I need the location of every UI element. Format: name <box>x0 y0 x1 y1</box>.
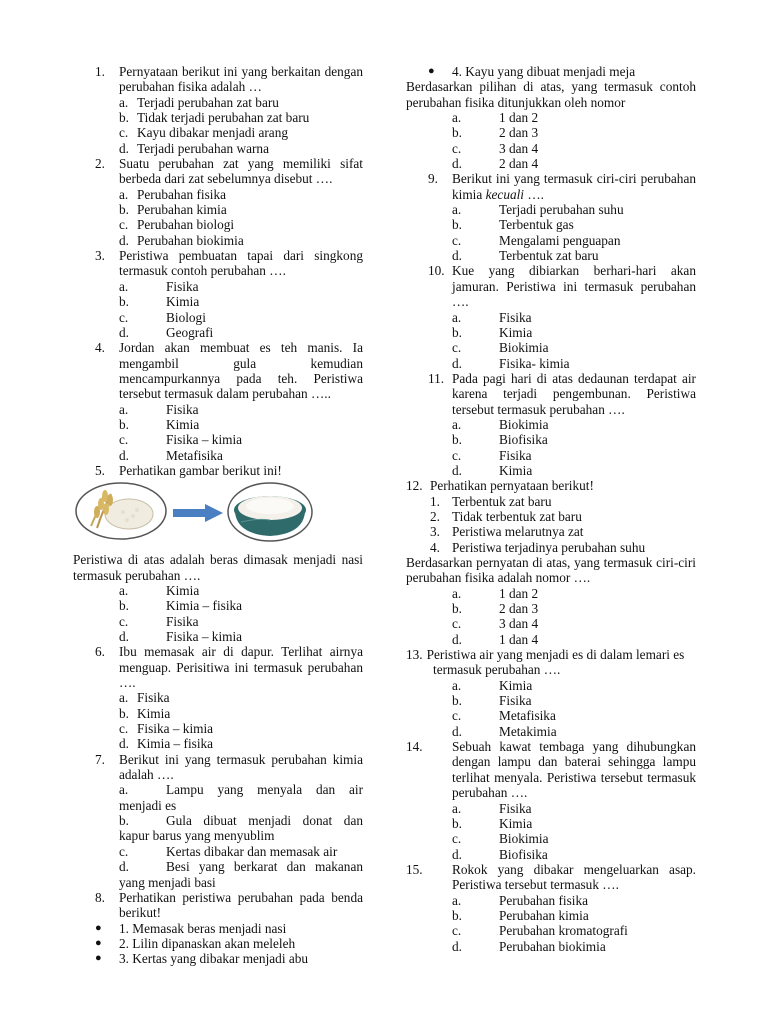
question-text: Peristiwa air yang menjadi es di dalam lemari es <box>426 647 685 663</box>
option-letter: c. <box>452 708 462 724</box>
option-letter: a. <box>452 110 462 126</box>
question-10 <box>406 263 696 309</box>
option-letter: a. <box>452 202 462 218</box>
option-letter: d. <box>119 629 129 644</box>
question-emphasis: kecuali <box>485 186 525 202</box>
option-letter: c. <box>119 432 129 448</box>
statement-item <box>406 509 696 524</box>
question-14 <box>406 739 696 800</box>
option-c[interactable] <box>73 217 363 232</box>
rice-cooking-figure <box>73 482 363 544</box>
question-text: Berikut ini yang termasuk perubahan kimia adalah …. <box>119 751 363 783</box>
option-text: Terbentuk zat baru <box>499 248 599 264</box>
question-text: Perhatikan peristiwa perubahan pada benda berikut! <box>119 889 363 921</box>
question-text-end: …. <box>524 186 544 202</box>
question-9 <box>406 171 696 202</box>
option-text: Biologi <box>166 309 206 325</box>
statement-item <box>406 540 696 555</box>
option-text: 1 dan 4 <box>499 631 539 647</box>
option-c[interactable] <box>406 448 696 463</box>
question-7 <box>73 752 363 783</box>
option-letter: c. <box>452 140 462 156</box>
option-text: Kimia <box>166 416 200 432</box>
option-b[interactable] <box>73 813 363 844</box>
option-letter: a. <box>452 892 462 908</box>
question-number: 9. <box>428 171 438 187</box>
option-letter: d. <box>119 447 129 463</box>
option-letter: b. <box>452 125 462 141</box>
option-letter: b. <box>119 416 129 432</box>
option-letter: b. <box>119 598 129 614</box>
option-d[interactable] <box>406 632 696 647</box>
option-text: Fisika <box>166 401 199 417</box>
option-letter: d. <box>452 462 462 478</box>
question-number: 1. <box>95 64 105 79</box>
question-11 <box>406 371 696 417</box>
option-text: Kimia <box>499 462 533 478</box>
statement-text: Peristiwa melarutnya zat <box>452 524 584 540</box>
statement-number: 2. <box>430 508 440 524</box>
option-letter: c. <box>452 447 462 463</box>
option-text: Biofisika <box>499 432 548 448</box>
question-text: Suatu perubahan zat yang memiliki sifat berbeda dari zat sebelumnya disebut …. <box>119 156 363 187</box>
option-letter: d. <box>119 232 129 248</box>
option-letter: a. <box>452 677 462 693</box>
option-letter: a. <box>452 416 462 432</box>
option-c[interactable] <box>406 708 696 723</box>
option-c[interactable] <box>406 831 696 846</box>
list-item-text: 2. Lilin dipanaskan akan meleleh <box>119 935 296 951</box>
option-text: Fisika – kimia <box>137 721 214 737</box>
question-text: Ibu memasak air di dapur. Terlihat airnya menguap. Perisitiwa ini termasuk perubahan …. <box>119 644 363 691</box>
right-arrow-icon <box>173 504 223 522</box>
question-number: 13. <box>406 647 423 663</box>
question-1 <box>73 64 363 95</box>
option-letter: d. <box>119 324 129 340</box>
option-letter: a. <box>119 690 129 706</box>
option-text: 2 dan 3 <box>499 601 539 617</box>
bullet-dot-icon: ● <box>95 936 102 949</box>
option-text: Perubahan kimia <box>499 907 589 923</box>
option-letter: b. <box>119 294 129 310</box>
option-letter: c. <box>452 923 462 939</box>
option-a[interactable] <box>73 690 363 705</box>
option-text: Perubahan fisika <box>499 892 588 908</box>
option-d[interactable] <box>406 939 696 954</box>
option-c[interactable] <box>406 340 696 355</box>
question-8 <box>73 890 363 921</box>
option-c[interactable] <box>406 141 696 156</box>
option-text: Metakimia <box>499 723 557 739</box>
question-4 <box>73 340 363 401</box>
option-letter: c. <box>452 616 462 632</box>
question-number: 15. <box>406 861 423 877</box>
option-c[interactable] <box>73 310 363 325</box>
option-letter: d. <box>452 938 462 954</box>
option-letter: c. <box>119 309 129 325</box>
option-letter: c. <box>119 125 129 141</box>
option-a[interactable] <box>406 110 696 125</box>
bullet-dot-icon: ● <box>428 65 435 77</box>
statement-text: Terbentuk zat baru <box>452 493 552 509</box>
option-text: Fisika <box>137 690 170 706</box>
question-number: 3. <box>95 248 105 264</box>
option-letter: a. <box>119 94 129 110</box>
list-item <box>73 951 363 966</box>
statement-item <box>406 494 696 509</box>
option-d[interactable] <box>73 736 363 751</box>
option-text: Perubahan fisika <box>137 186 226 202</box>
option-text: 2 dan 4 <box>499 156 539 172</box>
option-text: Kimia <box>166 582 200 598</box>
option-text: 1 dan 2 <box>499 585 539 601</box>
question-text: Rokok yang dibakar mengeluarkan asap. Peristiwa tersebut termasuk …. <box>452 861 696 893</box>
option-b[interactable] <box>73 706 363 721</box>
option-b[interactable] <box>73 110 363 125</box>
option-a[interactable] <box>406 893 696 908</box>
question-text: Pernyataan berikut ini yang berkaitan dengan perubahan fisika adalah … <box>119 64 363 95</box>
option-text: Kimia <box>499 677 533 693</box>
question-text: Jordan akan membuat es teh manis. Ia mengambil gula kemudian mencampurkannya pada teh. Peristiwa tersebut termasuk dalam perubahan ….. <box>119 340 363 402</box>
option-letter: a. <box>119 582 129 598</box>
option-b[interactable] <box>73 598 363 613</box>
option-a[interactable] <box>406 310 696 325</box>
option-c[interactable] <box>73 432 363 447</box>
option-a[interactable] <box>406 586 696 601</box>
option-d[interactable] <box>73 859 363 890</box>
option-a[interactable] <box>73 583 363 598</box>
option-a[interactable] <box>73 187 363 202</box>
option-text: Terbentuk gas <box>499 217 574 233</box>
statement-number: 1. <box>430 493 440 509</box>
question-2 <box>73 156 363 187</box>
option-text: Perubahan biokimia <box>499 938 606 954</box>
option-text: Tidak terjadi perubahan zat baru <box>137 110 310 126</box>
option-letter: a. <box>452 309 462 325</box>
option-letter: c. <box>119 217 129 233</box>
option-text: Lampu yang menyala dan air menjadi es <box>119 782 363 813</box>
option-d[interactable] <box>73 233 363 248</box>
option-b[interactable] <box>73 294 363 309</box>
option-d[interactable] <box>406 847 696 862</box>
option-text: Fisika <box>499 693 532 709</box>
option-text: Biokimia <box>499 416 549 432</box>
option-text: Terjadi perubahan zat baru <box>137 94 279 110</box>
raw-rice-icon <box>75 482 167 540</box>
question-3 <box>73 248 363 279</box>
option-a[interactable] <box>73 402 363 417</box>
option-text: Terjadi perubahan warna <box>137 140 269 156</box>
option-text: 1 dan 2 <box>499 110 539 126</box>
question-5-statement: Peristiwa di atas adalah beras dimasak menjadi nasi termasuk perubahan …. <box>73 552 363 583</box>
question-12-statement: Berdasarkan pernyatan di atas, yang termasuk ciri-ciri perubahan fisika adalah nomor …. <box>406 555 696 586</box>
question-13 <box>406 647 696 678</box>
option-a[interactable] <box>406 678 696 693</box>
question-5 <box>73 463 363 478</box>
question-text: Sebuah kawat tembaga yang dihubungkan dengan lampu dan baterai sehingga lampu terlihat menyala. Peristiwa tersebut termasuk perubahan …. <box>452 739 696 801</box>
option-text: Fisika <box>499 800 532 816</box>
option-text: Kayu dibakar menjadi arang <box>137 125 289 141</box>
option-letter: b. <box>452 217 462 233</box>
option-letter: b. <box>452 601 462 617</box>
question-number: 8. <box>95 889 105 905</box>
statement-text: Peristiwa terjadinya perubahan suhu <box>452 539 646 555</box>
option-letter: b. <box>452 324 462 340</box>
option-text: Kimia – fisika <box>137 736 214 752</box>
bullet-dot-icon: ● <box>95 952 102 965</box>
question-text-continued: termasuk perubahan …. <box>433 662 561 678</box>
option-d[interactable] <box>73 448 363 463</box>
option-text: Kimia <box>137 705 171 721</box>
option-text: Perubahan biokimia <box>137 232 244 248</box>
option-text: Kertas dibakar dan memasak air <box>166 843 338 859</box>
question-number: 4. <box>95 340 105 356</box>
option-letter: c. <box>119 721 129 737</box>
list-item <box>73 921 363 936</box>
option-text: Fisika – kimia <box>166 432 243 448</box>
option-letter: d. <box>119 736 129 752</box>
question-15 <box>406 862 696 893</box>
question-text: Peristiwa pembuatan tapai dari singkong termasuk contoh perubahan …. <box>119 248 363 279</box>
list-item <box>406 64 696 79</box>
statement-number: 3. <box>430 524 440 540</box>
statement-item <box>406 524 696 539</box>
question-12 <box>406 478 696 493</box>
option-text: Perubahan biologi <box>137 217 235 233</box>
option-b[interactable] <box>406 601 696 616</box>
option-text: Fisika <box>499 309 532 325</box>
option-text: Perubahan kromatografi <box>499 923 628 939</box>
question-text: Perhatikan gambar berikut ini! <box>119 462 282 478</box>
option-text: Fisika <box>499 447 532 463</box>
option-letter: b. <box>452 815 462 831</box>
right-column <box>406 64 696 954</box>
option-letter: d. <box>452 631 462 647</box>
option-d[interactable] <box>73 629 363 644</box>
option-letter: b. <box>119 813 129 829</box>
option-b[interactable] <box>406 908 696 923</box>
question-number: 14. <box>406 739 423 755</box>
option-b[interactable] <box>73 202 363 217</box>
option-letter: a. <box>452 585 462 601</box>
statement-text: Tidak terbentuk zat baru <box>452 508 582 524</box>
option-a[interactable] <box>73 95 363 110</box>
bullet-dot-icon: ● <box>95 921 102 934</box>
question-text: Perhatikan pernyataan berikut! <box>429 478 594 494</box>
option-letter: a. <box>452 800 462 816</box>
question-number: 2. <box>95 156 105 172</box>
option-text: Metafisika <box>166 447 223 463</box>
option-c[interactable] <box>73 614 363 629</box>
option-letter: d. <box>452 846 462 862</box>
option-d[interactable] <box>73 141 363 156</box>
option-text: Fisika <box>166 613 199 629</box>
option-text: Gula dibuat menjadi donat dan kapur barus yang menyublim <box>119 813 363 844</box>
option-text: Biokimia <box>499 831 549 847</box>
question-number: 6. <box>95 644 105 660</box>
option-a[interactable] <box>406 417 696 432</box>
option-text: Geografi <box>166 324 214 340</box>
option-text: 2 dan 3 <box>499 125 539 141</box>
question-6 <box>73 644 363 690</box>
list-item-text: 3. Kertas yang dibakar menjadi abu <box>119 951 309 967</box>
option-letter: b. <box>119 705 129 721</box>
question-text: Kue yang dibiarkan berhari-hari akan jamuran. Peristiwa ini termasuk perubahan …. <box>452 263 696 310</box>
option-d[interactable] <box>406 248 696 263</box>
option-b[interactable] <box>406 217 696 232</box>
question-number: 12. <box>406 478 423 494</box>
option-d[interactable] <box>406 463 696 478</box>
option-letter: a. <box>119 782 129 798</box>
question-number: 11. <box>428 370 445 386</box>
option-text: Kimia <box>499 324 533 340</box>
option-b[interactable] <box>406 432 696 447</box>
option-letter: b. <box>452 432 462 448</box>
question-number: 5. <box>95 462 105 478</box>
option-text: Kimia <box>166 294 200 310</box>
option-text: Fisika- kimia <box>499 355 570 371</box>
option-letter: d. <box>452 248 462 264</box>
question-text: Pada pagi hari di atas dedaunan terdapat air karena terjadi pengembunan. Peristiwa tersebut termasuk perubahan …. <box>452 370 696 417</box>
question-text: Berikut ini yang termasuk ciri-ciri perubahan kimia <box>452 171 696 202</box>
option-text: Fisika – kimia <box>166 629 243 644</box>
question-number: 10. <box>428 263 445 279</box>
option-b[interactable] <box>73 417 363 432</box>
option-letter: d. <box>119 859 129 875</box>
option-b[interactable] <box>406 693 696 708</box>
option-text: Metafisika <box>499 708 556 724</box>
option-text: Biofisika <box>499 846 548 862</box>
statement-number: 4. <box>430 539 440 555</box>
option-text: Kimia – fisika <box>166 598 243 614</box>
option-c[interactable] <box>73 125 363 140</box>
option-letter: b. <box>452 907 462 923</box>
option-letter: d. <box>452 156 462 172</box>
option-a[interactable] <box>73 279 363 294</box>
left-column <box>73 64 363 967</box>
option-text: Fisika <box>166 278 199 294</box>
option-letter: d. <box>119 140 129 156</box>
option-c[interactable] <box>406 923 696 938</box>
option-text: Perubahan kimia <box>137 202 227 218</box>
option-text: Kimia <box>499 815 533 831</box>
list-item-text: 1. Memasak beras menjadi nasi <box>119 920 287 936</box>
option-text: 3 dan 4 <box>499 140 539 156</box>
question-number: 7. <box>95 751 105 767</box>
option-letter: d. <box>452 355 462 371</box>
option-c[interactable] <box>406 616 696 631</box>
option-letter: c. <box>452 831 462 847</box>
option-text: Mengalami penguapan <box>499 232 621 248</box>
option-b[interactable] <box>406 125 696 140</box>
option-d[interactable] <box>406 356 696 371</box>
list-item <box>73 936 363 951</box>
option-c[interactable] <box>73 844 363 859</box>
option-letter: b. <box>119 110 129 126</box>
option-letter: c. <box>119 843 129 859</box>
option-b[interactable] <box>406 325 696 340</box>
option-d[interactable] <box>406 724 696 739</box>
option-a[interactable] <box>406 801 696 816</box>
option-d[interactable] <box>73 325 363 340</box>
option-letter: a. <box>119 186 129 202</box>
list-item-text: 4. Kayu yang dibuat menjadi meja <box>452 64 636 79</box>
option-letter: c. <box>452 340 462 356</box>
option-letter: c. <box>452 232 462 248</box>
option-letter: d. <box>452 723 462 739</box>
option-a[interactable] <box>73 782 363 813</box>
option-b[interactable] <box>406 816 696 831</box>
question-8-statement: Berdasarkan pilihan di atas, yang termasuk contoh perubahan fisika ditunjukkan oleh nomor <box>406 79 696 110</box>
option-text: Besi yang berkarat dan makanan yang menjadi basi <box>119 859 363 890</box>
option-text: Biokimia <box>499 340 549 356</box>
option-letter: b. <box>119 202 129 218</box>
option-letter: c. <box>119 613 129 629</box>
option-letter: a. <box>119 401 129 417</box>
option-letter: b. <box>452 693 462 709</box>
option-a[interactable] <box>406 202 696 217</box>
option-d[interactable] <box>406 156 696 171</box>
option-text: Terjadi perubahan suhu <box>499 202 624 218</box>
option-c[interactable] <box>406 233 696 248</box>
option-c[interactable] <box>73 721 363 736</box>
option-text: 3 dan 4 <box>499 616 539 632</box>
cooked-rice-bowl-icon <box>227 482 313 542</box>
option-letter: a. <box>119 278 129 294</box>
